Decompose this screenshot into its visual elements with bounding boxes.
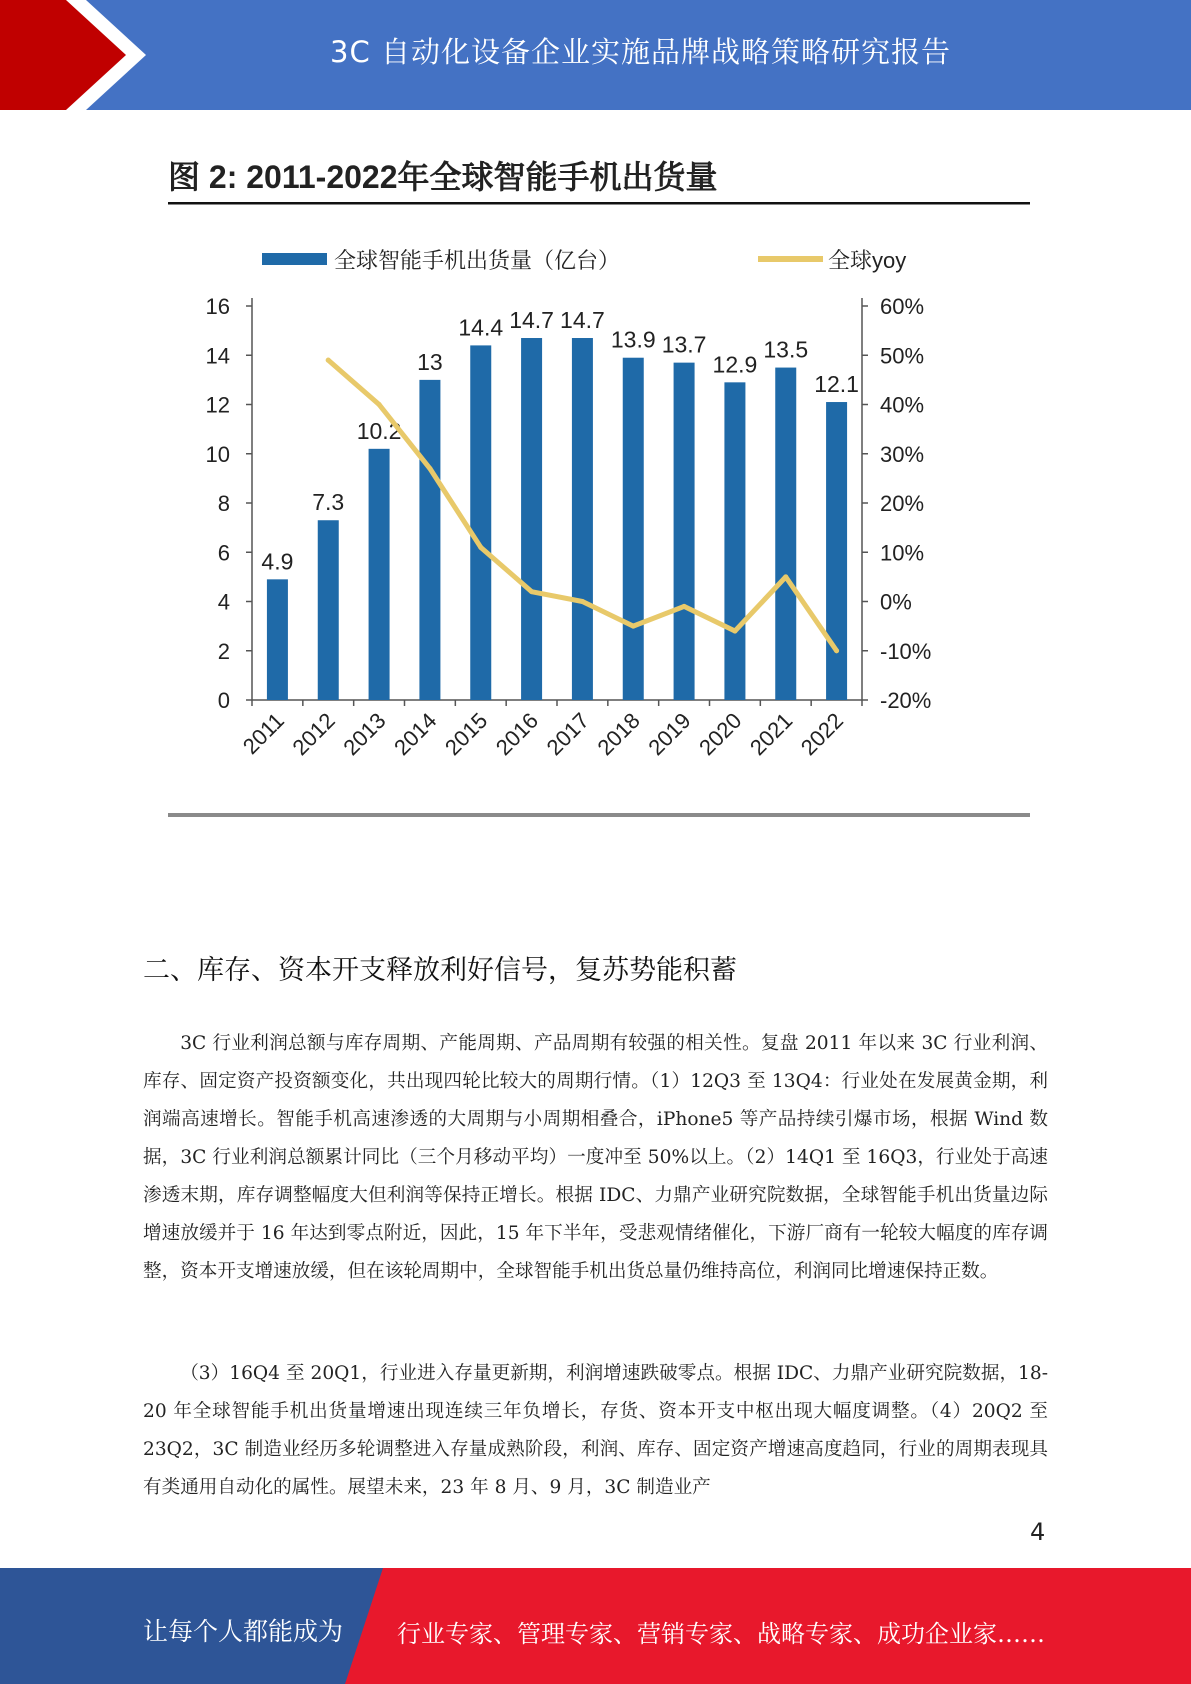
yoy-point bbox=[326, 358, 331, 363]
y-tick-label-left: 10 bbox=[205, 441, 230, 467]
x-tick-label: 2022 bbox=[795, 707, 849, 761]
y-tick-label-right: 20% bbox=[880, 491, 925, 516]
bar-data-label: 13.9 bbox=[610, 326, 656, 353]
bar bbox=[470, 345, 491, 700]
bar bbox=[623, 358, 644, 700]
legend-bar-label: 全球智能手机出货量（亿台） bbox=[334, 248, 621, 273]
section-heading: 二、库存、资本开支释放利好信号，复苏势能积蓄 bbox=[143, 955, 737, 986]
y-tick-label-left: 16 bbox=[205, 294, 230, 319]
x-tick-label: 2019 bbox=[643, 707, 696, 761]
bar-data-label: 12.9 bbox=[712, 351, 758, 378]
title-underline bbox=[168, 202, 1030, 205]
page-header bbox=[0, 0, 1191, 110]
bar bbox=[521, 338, 542, 700]
legend-line-swatch bbox=[758, 256, 823, 262]
legend-line-label: 全球yoy bbox=[828, 248, 907, 273]
bar-data-label: 14.7 bbox=[509, 307, 554, 334]
y-tick-label-right: -10% bbox=[880, 638, 932, 664]
bar bbox=[318, 520, 339, 700]
chart-legend bbox=[262, 248, 906, 273]
yoy-point bbox=[834, 648, 839, 653]
bar bbox=[724, 382, 745, 700]
y-tick-label-left: 4 bbox=[217, 589, 230, 615]
y-tick-label-right: 10% bbox=[880, 540, 925, 566]
x-tick-label: 2017 bbox=[541, 707, 594, 761]
yoy-point bbox=[732, 629, 737, 634]
y-tick-label-left: 2 bbox=[217, 638, 230, 664]
bar-data-label: 10.2 bbox=[356, 417, 402, 444]
footer-slogan-right: 行业专家、管理专家、营销专家、战略专家、成功企业家…… bbox=[397, 1620, 1045, 1648]
yoy-point bbox=[783, 574, 788, 579]
x-tick-label: 2015 bbox=[439, 707, 493, 761]
chart-title: 图 2: 2011-2022年全球智能手机出货量 bbox=[168, 159, 718, 195]
page-footer bbox=[0, 1568, 1191, 1684]
y-tick-label-right: 30% bbox=[880, 441, 925, 467]
y-tick-label-right: 40% bbox=[880, 392, 925, 418]
yoy-point bbox=[580, 599, 585, 604]
y-tick-label-left: 8 bbox=[217, 491, 230, 516]
bar-data-label: 13.5 bbox=[763, 336, 809, 363]
x-tick-label: 2013 bbox=[338, 707, 391, 761]
y-tick-label-left: 0 bbox=[217, 688, 230, 713]
figure-bottom-rule bbox=[168, 813, 1030, 817]
footer-slogan-left: 让每个人都能成为 bbox=[143, 1617, 344, 1646]
yoy-point bbox=[377, 402, 382, 407]
x-tick-label: 2014 bbox=[389, 707, 442, 761]
yoy-point bbox=[682, 604, 687, 609]
bar-data-label: 7.3 bbox=[312, 489, 345, 516]
chart-figure bbox=[140, 140, 1040, 830]
bar bbox=[267, 579, 288, 700]
yoy-point bbox=[631, 624, 636, 629]
y-tick-label-right: 50% bbox=[880, 343, 925, 369]
y-tick-label-left: 14 bbox=[205, 343, 230, 369]
plot-area bbox=[206, 294, 932, 760]
bar-data-label: 4.9 bbox=[261, 548, 294, 575]
bar bbox=[775, 368, 796, 700]
bar bbox=[369, 449, 390, 700]
x-tick-label: 2018 bbox=[592, 707, 645, 761]
y-tick-label-right: 60% bbox=[880, 294, 925, 319]
x-tick-label: 2016 bbox=[490, 707, 544, 761]
x-tick-label: 2020 bbox=[694, 707, 747, 761]
bar-data-label: 12.1 bbox=[814, 371, 859, 398]
y-tick-label-left: 12 bbox=[205, 392, 230, 418]
legend-bar-swatch bbox=[262, 253, 327, 265]
yoy-point bbox=[529, 589, 534, 594]
bar-data-label: 14.7 bbox=[560, 307, 605, 334]
x-tick-label: 2011 bbox=[237, 707, 289, 759]
body-paragraph: （3）16Q4 至 20Q1，行业进入存量更新期，利润增速跌破零点。根据 IDC、力鼎产业研究院数据，18-20 年全球智能手机出货量增速出现连续三年负增长，存货、资本开支中枢出现大幅度调整。（4）20Q2 至 23Q2，3C 制造业经历多轮调整进入存量成熟阶段，利润、库存、固定资产增速高度趋同，行业的周期表现具有类通用自动化的属性。展望未来，23 年 8 月、9 月，3C 制造业产 bbox=[143, 1363, 1048, 1498]
y-tick-label-left: 6 bbox=[217, 540, 230, 566]
bar bbox=[674, 363, 695, 700]
bar-data-label: 13 bbox=[417, 348, 443, 375]
yoy-point bbox=[427, 466, 432, 471]
report-title: 3C 自动化设备企业实施品牌战略策略研究报告 bbox=[330, 35, 951, 69]
page-number: 4 bbox=[1030, 1518, 1046, 1546]
shipment-chart bbox=[140, 140, 1040, 830]
bar bbox=[419, 380, 440, 700]
bar-data-label: 14.4 bbox=[458, 314, 504, 341]
bar bbox=[572, 338, 593, 700]
bar-data-label: 13.7 bbox=[661, 331, 707, 358]
body-paragraph: 3C 行业利润总额与库存周期、产能周期、产品周期有较强的相关性。复盘 2011 年以来 3C 行业利润、库存、固定资产投资额变化，共出现四轮比较大的周期行情。（1）12Q3 至 13Q4：行业处在发展黄金期，利润端高速增长。智能手机高速渗透的大周期与小周期相叠合，iPhone5 等产品持续引爆市场，根据 Wind 数据，3C 行业利润总额累计同比（三个月移动平均）一度冲至 50%以上。（2）14Q1 至 16Q3，行业处于高速渗透末期，库存调整幅度大但利润等保持正增长。根据 IDC、力鼎产业研究院数据，全球智能手机出货量边际增速放缓并于 16 年达到零点附近，因此，15 年下半年，受悲观情绪催化，下游厂商有一轮较大幅度的库存调整，资本开支增速放缓，但在该轮周期中，全球智能手机出货总量仍维持高位，利润同比增速保持正数。 bbox=[143, 1033, 1048, 1282]
x-tick-label: 2012 bbox=[287, 707, 340, 761]
y-tick-label-right: -20% bbox=[880, 688, 932, 713]
x-tick-label: 2021 bbox=[744, 707, 798, 761]
yoy-point bbox=[478, 545, 483, 550]
y-tick-label-right: 0% bbox=[880, 589, 912, 615]
bar bbox=[826, 402, 847, 700]
